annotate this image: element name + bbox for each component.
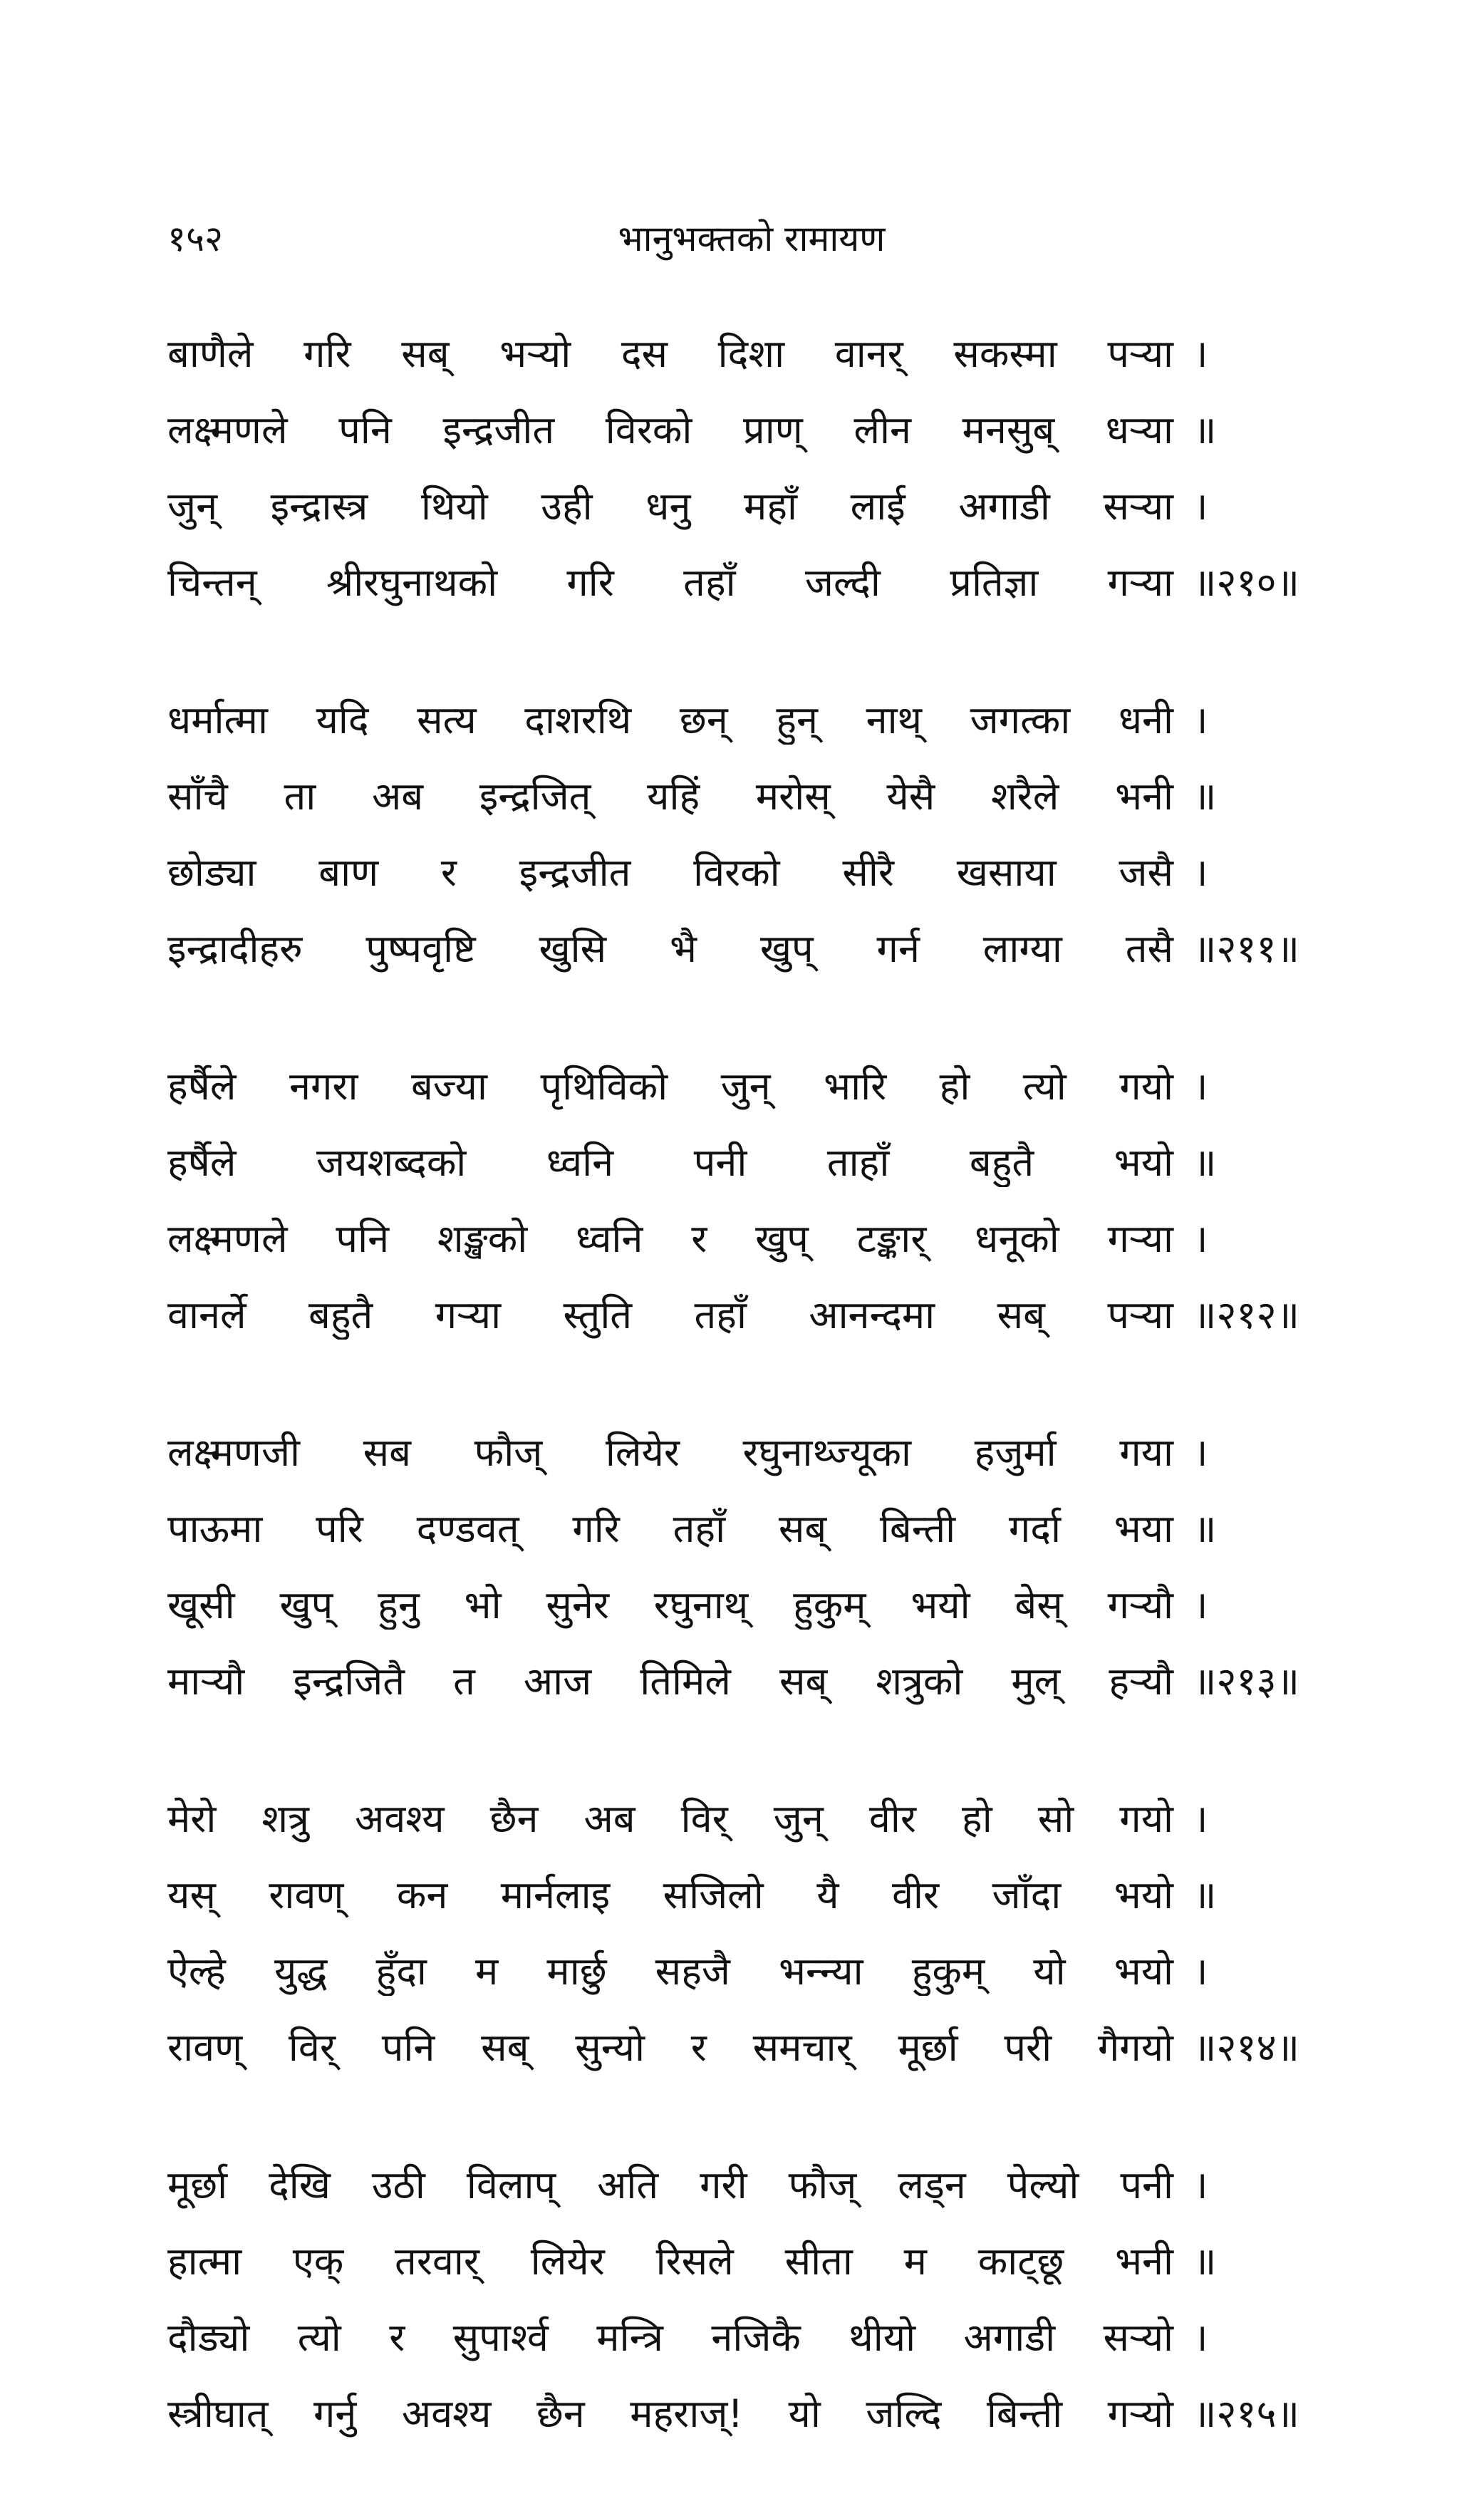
verse-danda-mark: ॥२१०॥ bbox=[1193, 559, 1299, 605]
verse-line bbox=[167, 2007, 1300, 2083]
verse-danda-mark: । bbox=[1193, 2162, 1208, 2207]
stanza bbox=[167, 2145, 1300, 2450]
verse-text: खूसी खुप् हुनु भो सुनेर रघुनाथ् हुकुम् भयो बेस् गऱ्यौ bbox=[167, 1582, 1173, 1627]
stanza bbox=[167, 1779, 1300, 2083]
verse-line bbox=[167, 542, 1300, 618]
verse-danda-mark: ॥ bbox=[1193, 407, 1217, 452]
verse-line bbox=[167, 680, 1300, 756]
verse-text: रावण् विर् पनि सब् सुन्यो र समचार् मूर्छा परी गैगयो bbox=[167, 2024, 1173, 2070]
verse-text: हर्षैले नगरा बज्या पृथिविको जुन् भारि हो त्यो गयो bbox=[167, 1063, 1173, 1109]
verse-line bbox=[167, 2221, 1300, 2297]
verse-text: जुन् इन्द्रास्त्र थियो उही धनु महाँ लाई अगाडी सऱ्या bbox=[167, 483, 1173, 529]
verse-danda-mark: । bbox=[1193, 331, 1208, 376]
verse-line bbox=[167, 908, 1300, 985]
verse-danda-mark: । bbox=[1193, 2314, 1208, 2360]
verse-danda-mark: ॥२१४॥ bbox=[1193, 2024, 1299, 2070]
verse-line bbox=[167, 1489, 1300, 1565]
verse-line bbox=[167, 1122, 1300, 1198]
verse-line bbox=[167, 2373, 1300, 2450]
verse-line bbox=[167, 314, 1300, 390]
verse-text: चिन्तन् श्रीरघुनाथको गरि तहाँ जल्दी प्रतिज्ञा गऱ्या bbox=[167, 559, 1173, 605]
stanza bbox=[167, 1412, 1300, 1717]
verse-line bbox=[167, 1046, 1300, 1122]
verse-line bbox=[167, 1641, 1300, 1717]
verse-text: छोड्या बाण र इन्द्रजीत विरको सीरै खसाया जसै bbox=[167, 849, 1173, 895]
verse-danda-mark: ॥२११॥ bbox=[1193, 926, 1299, 971]
verse-danda-mark: । bbox=[1193, 697, 1208, 742]
verse-line bbox=[167, 832, 1300, 908]
verse-text: मेरो शत्रु अवश्य छैन अब विर् जुन् वीर हो सो गयो bbox=[167, 1796, 1173, 1841]
verse-line bbox=[167, 1855, 1300, 1931]
verse-text: लक्ष्मणले पनि शङ्खको ध्वनि र खुप् टङ्कार् धनूको गऱ्या bbox=[167, 1216, 1173, 1261]
verse-text: हात्मा एक् तरवार् लियेर रिसले सीता म काट्छू भनी bbox=[167, 2238, 1173, 2284]
verse-text: स्त्रीघात् गर्नु अवश्य छैन महराज्! यो जल्दि बिन्ती गऱ्यो bbox=[167, 2391, 1173, 2436]
verse-text: मूर्छा देखि उठी विलाप् अति गरी फौज् लड्न पेल्यो पनी bbox=[167, 2162, 1173, 2207]
verse-danda-mark: । bbox=[1193, 1429, 1208, 1475]
verse-danda-mark: । bbox=[1193, 1948, 1208, 1994]
stanza bbox=[167, 1046, 1300, 1351]
verse-text: माऱ्यौ इन्द्रजितै त आज तिमिले सब् शत्रुको मुल् हऱ्यौ bbox=[167, 1658, 1173, 1704]
verse-danda-mark: ॥ bbox=[1193, 1872, 1217, 1917]
verse-text: वानर्ले बहुतै गऱ्या स्तुति तहाँ आनन्दमा सब् पऱ्या bbox=[167, 1292, 1173, 1337]
verse-text: दौड्यो त्यो र सुपार्श्व मन्त्रि नजिकै थीयो अगाडी सऱ्यो bbox=[167, 2314, 1173, 2360]
verse-text: बाणैले गरि सब् भऱ्यो दस दिशा वानर् सकस्मा पऱ्या bbox=[167, 331, 1173, 376]
verse-danda-mark: । bbox=[1193, 483, 1208, 529]
verse-danda-mark: ॥ bbox=[1193, 773, 1217, 819]
verse-danda-mark: ॥२१५॥ bbox=[1193, 2391, 1299, 2436]
verse-line bbox=[167, 1198, 1300, 1275]
verse-danda-mark: ॥२१३॥ bbox=[1193, 1658, 1299, 1704]
verse-line bbox=[167, 1412, 1300, 1489]
stanza bbox=[167, 680, 1300, 985]
verse-danda-mark: । bbox=[1193, 1063, 1208, 1109]
verse-text: यस् रावण् कन मार्नलाइ सजिलो यै वीर जाँदा भयो bbox=[167, 1872, 1173, 1917]
verse-line bbox=[167, 1931, 1300, 2007]
verse-danda-mark: । bbox=[1193, 849, 1208, 895]
verse-danda-mark: । bbox=[1193, 1216, 1208, 1261]
verse-text: हर्षैले जयशब्दको ध्वनि पनी ताहाँ बहुतै भयो bbox=[167, 1139, 1173, 1185]
verse-text: धर्मात्मा यदि सत्य दाशरथि छन् हुन् नाथ् जगत्का धनी bbox=[167, 697, 1173, 742]
verse-line bbox=[167, 1275, 1300, 1351]
verse-text: लक्ष्मणले पनि इन्द्रजीत विरको प्राण् लीन मनसुब् धऱ्या bbox=[167, 407, 1173, 452]
verse-line bbox=[167, 390, 1300, 466]
verse-body bbox=[167, 314, 1300, 2511]
verse-danda-mark: ॥ bbox=[1193, 1506, 1217, 1551]
verse-danda-mark: । bbox=[1193, 1582, 1208, 1627]
verse-danda-mark: ॥ bbox=[1193, 2238, 1217, 2284]
page-header bbox=[167, 207, 1293, 271]
verse-line bbox=[167, 1565, 1300, 1641]
book-title: भानुभक्तको रामायण bbox=[618, 218, 886, 259]
verse-text: साँचै ता अब इन्द्रजित् यहिं मरोस् येसै शरैले भनी bbox=[167, 773, 1173, 819]
verse-danda-mark: । bbox=[1193, 1796, 1208, 1841]
page-number: १५२ bbox=[167, 218, 223, 259]
verse-line bbox=[167, 1779, 1300, 1855]
verse-line bbox=[167, 2297, 1300, 2373]
verse-text: पाऊमा परि दण्डवत् गरि तहाँ सब् बिन्ती गर्दा भया bbox=[167, 1506, 1173, 1551]
verse-line bbox=[167, 756, 1300, 832]
verse-line bbox=[167, 2145, 1300, 2221]
verse-text: ऐल्हे युद्ध हुँदा म मार्छु सहजै भन्न्या हुकुम् यो भयो bbox=[167, 1948, 1173, 1994]
verse-text: इन्द्रादीहरु पुष्पवृष्टि खुसि भै खुप् गर्न लाग्या तसै bbox=[167, 926, 1173, 971]
verse-line bbox=[167, 466, 1300, 542]
verse-danda-mark: ॥ bbox=[1193, 1139, 1217, 1185]
verse-danda-mark: ॥२१२॥ bbox=[1193, 1292, 1299, 1337]
verse-text: लक्ष्मणजी सब फौज् लियेर रघुनाथ्ज्यूका हजुर्मा गया bbox=[167, 1429, 1173, 1475]
stanza bbox=[167, 314, 1300, 618]
